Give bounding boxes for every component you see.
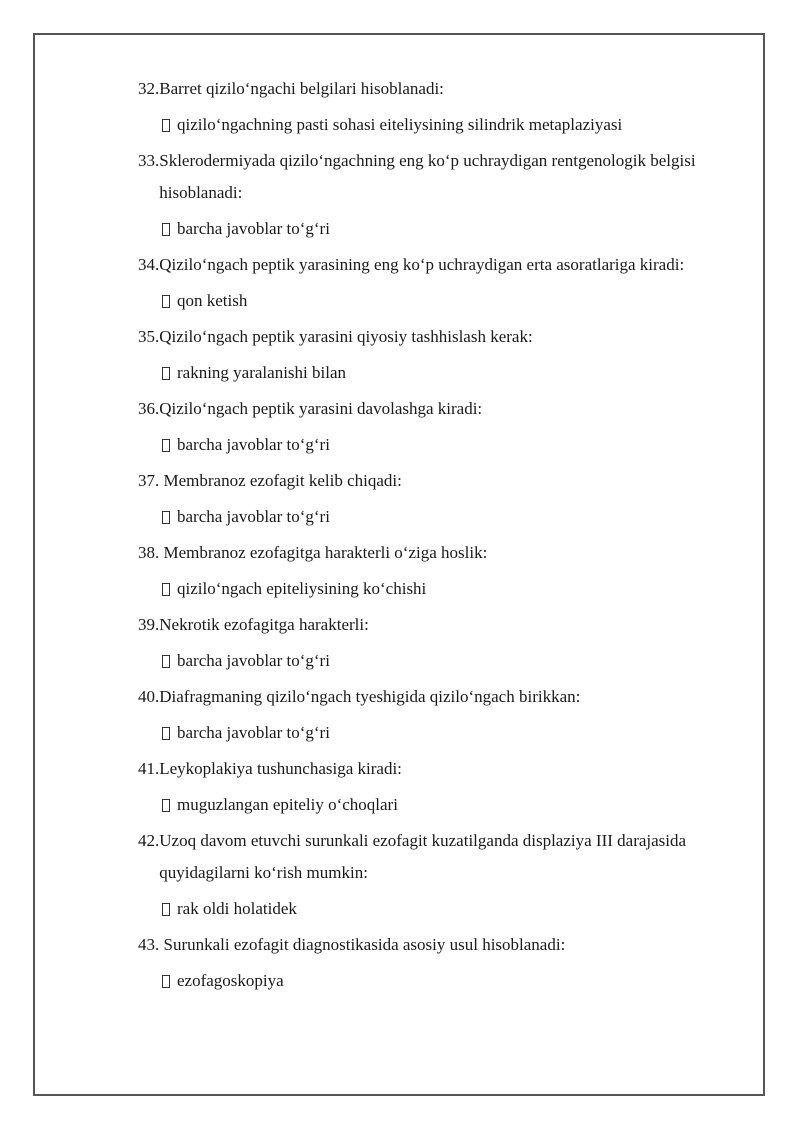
checkbox-icon bbox=[162, 511, 170, 524]
question-number: 43. bbox=[138, 935, 164, 954]
answer bbox=[138, 285, 758, 317]
question-number: 36. bbox=[138, 399, 160, 418]
answer bbox=[138, 109, 758, 141]
question-item-43 bbox=[138, 929, 758, 997]
question-text: Surunkali ezofagit diagnostikasida asosiy usul hisoblanadi: bbox=[163, 935, 566, 954]
answer bbox=[138, 501, 758, 533]
question-item-41 bbox=[138, 753, 758, 821]
checkbox-icon bbox=[162, 295, 170, 308]
question-number: 40. bbox=[138, 687, 160, 706]
checkbox-icon bbox=[162, 975, 170, 988]
question-text: Qizilo‘ngach peptik yarasining eng ko‘p uchraydigan erta asoratlariga kiradi: bbox=[159, 255, 685, 274]
question-item-39 bbox=[138, 609, 758, 677]
question-text: Membranoz ezofagitga harakterli o‘ziga hoslik: bbox=[163, 543, 488, 562]
answer bbox=[138, 717, 758, 749]
question-item-32 bbox=[138, 73, 758, 141]
answer-text: rakning yaralanishi bilan bbox=[177, 363, 347, 382]
question-item-40 bbox=[138, 681, 758, 749]
answer-text: qon ketish bbox=[177, 291, 248, 310]
question bbox=[138, 145, 758, 209]
question bbox=[138, 929, 758, 961]
question-item-33 bbox=[138, 145, 758, 245]
question bbox=[138, 393, 758, 425]
answer-text: barcha javoblar to‘g‘ri bbox=[177, 435, 330, 454]
question-number: 33. bbox=[138, 151, 160, 170]
question bbox=[138, 321, 758, 353]
answer bbox=[138, 429, 758, 461]
question-list bbox=[138, 73, 758, 1001]
question-item-35 bbox=[138, 321, 758, 389]
question-text: Membranoz ezofagit kelib chiqadi: bbox=[163, 471, 402, 490]
question bbox=[138, 825, 758, 889]
answer bbox=[138, 357, 758, 389]
answer-text: qizilo‘ngach epiteliysining ko‘chishi bbox=[177, 579, 427, 598]
question-text: Nekrotik ezofagitga harakterli: bbox=[159, 615, 369, 634]
checkbox-icon bbox=[162, 903, 170, 916]
question-item-38 bbox=[138, 537, 758, 605]
question-number: 38. bbox=[138, 543, 164, 562]
answer bbox=[138, 573, 758, 605]
answer bbox=[138, 789, 758, 821]
question bbox=[138, 537, 758, 569]
answer bbox=[138, 645, 758, 677]
question-number: 35. bbox=[138, 327, 160, 346]
question bbox=[138, 609, 758, 641]
checkbox-icon bbox=[162, 727, 170, 740]
question bbox=[138, 681, 758, 713]
question-text: Qizilo‘ngach peptik yarasini qiyosiy tashhislash kerak: bbox=[159, 327, 533, 346]
checkbox-icon bbox=[162, 119, 170, 132]
question-item-34 bbox=[138, 249, 758, 317]
question bbox=[138, 249, 758, 281]
checkbox-icon bbox=[162, 799, 170, 812]
answer bbox=[138, 965, 758, 997]
question-text: Diafragmaning qizilo‘ngach tyeshigida qizilo‘ngach birikkan: bbox=[159, 687, 581, 706]
question-item-36 bbox=[138, 393, 758, 461]
question-number: 39. bbox=[138, 615, 160, 634]
question bbox=[138, 73, 758, 105]
checkbox-icon bbox=[162, 655, 170, 668]
answer-text: barcha javoblar to‘g‘ri bbox=[177, 651, 330, 670]
checkbox-icon bbox=[162, 367, 170, 380]
answer-text: qizilo‘ngachning pasti sohasi eiteliysining silindrik metaplaziyasi bbox=[177, 115, 623, 134]
question-number: 34. bbox=[138, 255, 160, 274]
answer-text: ezofagoskopiya bbox=[177, 971, 284, 990]
question-number: 37. bbox=[138, 471, 164, 490]
question-text: Qizilo‘ngach peptik yarasini davolashga kiradi: bbox=[159, 399, 483, 418]
question-text: Uzoq davom etuvchi surunkali ezofagit kuzatilganda displaziya III darajasida quyidagilarni ko‘rish mumkin: bbox=[159, 831, 687, 882]
question-text: Barret qizilo‘ngachi belgilari hisoblanadi: bbox=[159, 79, 444, 98]
checkbox-icon bbox=[162, 439, 170, 452]
answer-text: barcha javoblar to‘g‘ri bbox=[177, 723, 330, 742]
answer-text: muguzlangan epiteliy o‘choqlari bbox=[177, 795, 398, 814]
question-text: Sklerodermiyada qizilo‘ngachning eng ko‘p uchraydigan rentgenologik belgisi hisoblanadi: bbox=[159, 151, 696, 202]
checkbox-icon bbox=[162, 223, 170, 236]
question bbox=[138, 465, 758, 497]
answer-text: rak oldi holatidek bbox=[177, 899, 297, 918]
question-number: 42. bbox=[138, 831, 160, 850]
answer-text: barcha javoblar to‘g‘ri bbox=[177, 219, 330, 238]
question-item-37 bbox=[138, 465, 758, 533]
question-number: 41. bbox=[138, 759, 160, 778]
answer bbox=[138, 893, 758, 925]
question-item-42 bbox=[138, 825, 758, 925]
question-text: Leykoplakiya tushunchasiga kiradi: bbox=[159, 759, 402, 778]
answer-text: barcha javoblar to‘g‘ri bbox=[177, 507, 330, 526]
question bbox=[138, 753, 758, 785]
checkbox-icon bbox=[162, 583, 170, 596]
question-number: 32. bbox=[138, 79, 160, 98]
answer bbox=[138, 213, 758, 245]
